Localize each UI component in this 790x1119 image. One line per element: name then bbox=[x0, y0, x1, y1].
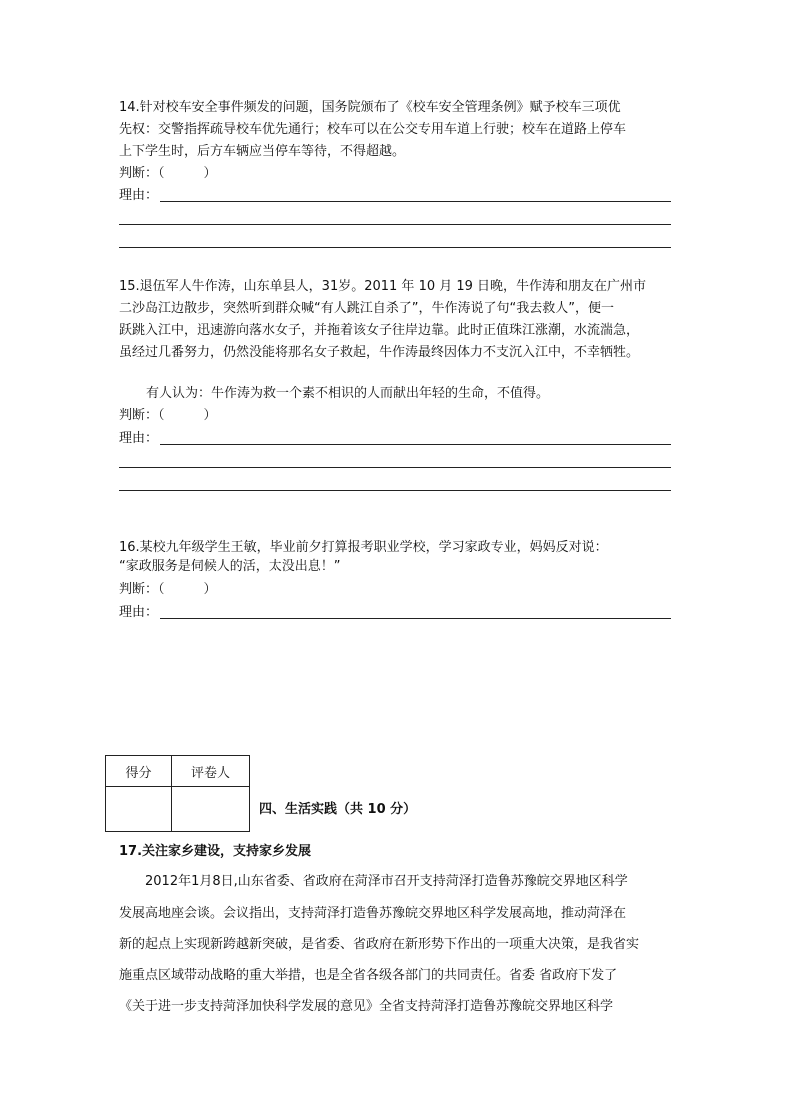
q15-answer-line-2[interactable] bbox=[119, 467, 671, 468]
q17-line-2: 发展高地座会谈。会议指出，支持菏泽打造鲁苏豫皖交界地区科学发展高地，推动菏泽在 bbox=[119, 906, 627, 921]
score-table bbox=[105, 755, 250, 832]
q17-line-1: 2012年1月8日,山东省委、省政府在菏泽市召开支持菏泽打造鲁苏豫皖交界地区科学 bbox=[119, 874, 628, 889]
q17-title: 17.关注家乡建设，支持家乡发展 bbox=[119, 844, 312, 859]
q16-line-1: 16.某校九年级学生王敏，毕业前夕打算报考职业学校，学习家政专业，妈妈反对说： bbox=[119, 540, 608, 555]
grader-cell[interactable] bbox=[172, 787, 250, 832]
q16-reason-label: 理由： bbox=[119, 605, 159, 620]
q15-line-2: 二沙岛江边散步，突然听到群众喊“有人跳江自杀了”，牛作涛说了句“我去救人”，便一 bbox=[119, 301, 614, 316]
q15-judge: 判断：（ ） bbox=[119, 408, 217, 423]
q17-line-4: 施重点区域带动战略的重大举措，也是全省各级各部门的共同责任。省委 省政府下发了 bbox=[119, 968, 618, 983]
score-cell[interactable] bbox=[106, 787, 172, 832]
q15-answer-line-1[interactable] bbox=[160, 444, 671, 445]
section-4-title: 四、生活实践（共 10 分） bbox=[259, 802, 417, 817]
q14-reason-label: 理由： bbox=[119, 188, 159, 203]
q15-reason-label: 理由： bbox=[119, 431, 159, 446]
q15-line-1: 15.退伍军人牛作涛，山东单县人，31岁。2011 年 10 月 19 日晚，牛作涛和朋友在广州市 bbox=[119, 279, 647, 294]
q16-line-2: “家政服务是伺候人的活，太没出息！” bbox=[119, 559, 341, 574]
q14-line-2: 先权：交警指挥疏导校车优先通行；校车可以在公交专用车道上行驶；校车在道路上停车 bbox=[119, 122, 627, 137]
q15-answer-line-3[interactable] bbox=[119, 490, 671, 491]
q16-answer-line-1[interactable] bbox=[160, 618, 671, 619]
q17-line-5: 《关于进一步支持菏泽加快科学发展的意见》全省支持菏泽打造鲁苏豫皖交界地区科学 bbox=[119, 999, 614, 1014]
score-header: 得分 bbox=[106, 756, 172, 787]
q14-answer-line-2[interactable] bbox=[119, 224, 671, 225]
q14-answer-line-1[interactable] bbox=[160, 201, 671, 202]
q14-line-3: 上下学生时，后方车辆应当停车等待，不得超越。 bbox=[119, 144, 406, 159]
q15-opinion: 有人认为：牛作涛为救一个素不相识的人而献出年轻的生命，不值得。 bbox=[146, 386, 550, 401]
q14-judge: 判断：（ ） bbox=[119, 166, 217, 181]
q17-line-3: 新的起点上实现新跨越新突破，是省委、省政府在新形势下作出的一项重大决策，是我省实 bbox=[119, 937, 640, 952]
q15-line-3: 跃跳入江中，迅速游向落水女子，并拖着该女子往岸边靠。此时正值珠江涨潮，水流湍急， bbox=[119, 323, 640, 338]
q15-line-4: 虽经过几番努力，仍然没能将那名女子救起，牛作涛最终因体力不支沉入江中，不幸牺牲。 bbox=[119, 345, 640, 360]
q14-answer-line-3[interactable] bbox=[119, 247, 671, 248]
grader-header: 评卷人 bbox=[172, 756, 250, 787]
q16-judge: 判断：（ ） bbox=[119, 582, 217, 597]
q14-line-1: 14.针对校车安全事件频发的问题，国务院颁布了《校车安全管理条例》赋予校车三项优 bbox=[119, 100, 621, 115]
